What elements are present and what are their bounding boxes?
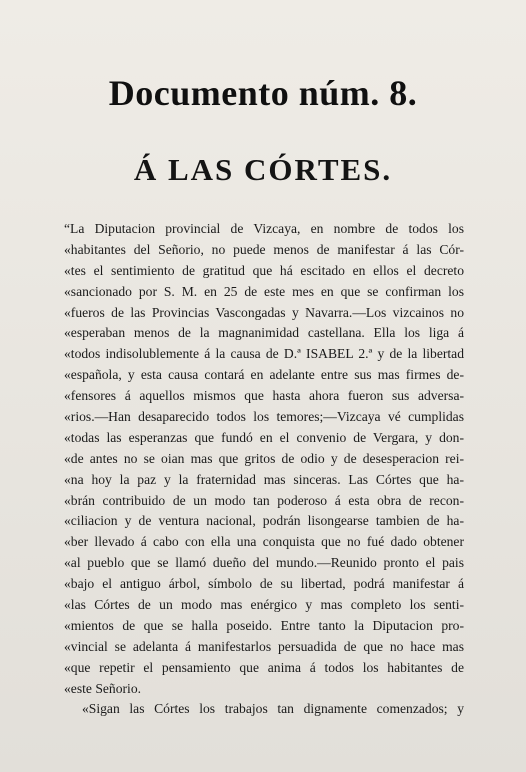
- body-line: «vincial se adelanta á manifestarlos persuadida de que no hace mas: [64, 638, 464, 654]
- body-line: «na hoy la paz y la fraternidad mas sinceras. Las Córtes que ha-: [64, 471, 464, 487]
- body-line: «que repetir el pensamiento que anima á todos los habitantes de: [64, 659, 464, 675]
- document-title: Documento núm. 8.: [108, 73, 418, 113]
- body-line: «tes el sentimiento de gratitud que há escitado en ellos el decreto: [64, 262, 464, 278]
- body-line: «las Córtes de un modo mas enérgico y mas completo los senti-: [64, 597, 464, 613]
- body-line: «habitantes del Señorio, no puede menos de manifestar á las Cór-: [64, 241, 464, 257]
- body-line: «mientos de que se halla poseido. Entre tanto la Diputacion pro-: [64, 617, 464, 633]
- body-line: «todas las esperanzas que fundó en el convenio de Vergara, y don-: [64, 429, 464, 445]
- body-line: «rios.—Han desaparecido todos los temores;—Vizcaya vé cumplidas: [64, 409, 464, 425]
- body-line: «este Señorio.: [64, 680, 142, 696]
- body-line: «todos indisolublemente á la causa de D.ª ISABEL 2.ª y de la libertad: [64, 346, 464, 362]
- body-line: «española, y esta causa contará en adelante entre sus mas firmes de-: [64, 367, 464, 383]
- document-subtitle: Á LAS CÓRTES.: [133, 152, 393, 187]
- body-line: «sancionado por S. M. en 25 de este mes en que se confirman los: [64, 283, 464, 299]
- body-line: «al pueblo que se llamó dueño del mundo.—Reunido pronto el pais: [64, 555, 464, 571]
- body-line: «Sigan las Córtes los trabajos tan dignamente comenzados; y: [82, 701, 464, 717]
- body-line: «ciliacion y de ventura nacional, podrán lisongearse tambien de ha-: [64, 513, 464, 529]
- body-line: «bajo el antiguo árbol, símbolo de su libertad, podrá manifestar á: [64, 576, 464, 592]
- body-line: «brán contribuido de un modo tan poderoso á esta obra de recon-: [64, 492, 464, 508]
- body-line: «de antes no se oian mas que gritos de odio y de desesperacion rei-: [64, 450, 464, 466]
- document-body: [64, 219, 464, 720]
- body-line: «fueros de las Provincias Vascongadas y Navarra.—Los vizcainos no: [64, 304, 464, 320]
- body-line: “La Diputacion provincial de Vizcaya, en nombre de todos los: [64, 221, 464, 236]
- body-line: «fensores á aquellos mismos que hasta ahora fueron sus adversa-: [64, 388, 464, 404]
- body-line: «esperaban menos de la magnanimidad castellana. Ella los liga á: [64, 325, 464, 341]
- body-line: «ber llevado á cabo con ella una conquista que no fué dado obtener: [64, 534, 464, 550]
